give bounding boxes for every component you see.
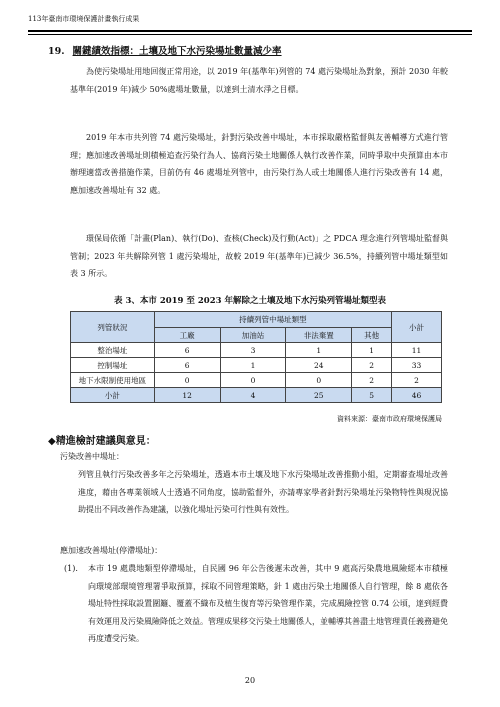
table-cell: 24 xyxy=(286,358,352,373)
row-label: 控制場址 xyxy=(71,358,155,373)
table-total-row xyxy=(71,388,442,403)
table-row xyxy=(71,373,442,388)
table-cell: 2 xyxy=(352,358,392,373)
table-cell: 25 xyxy=(286,388,352,403)
subhead-improving-sites: 污染改善中場址： xyxy=(60,452,124,461)
page-number: 20 xyxy=(244,676,256,685)
column-header: 非法棄置 xyxy=(286,328,352,343)
row-label: 小計 xyxy=(71,388,155,403)
paragraph-2-text: 2019 年本市共列管 74 處污染場址，針對污染改善中場址，本市採取嚴格監督與友善輔導方式進行管理；應加速改善場址則積極追查污染行為人、協商污染土地關係人執行改善作業，同時爭取中央預算由本市辦理適當改善措施作業，目前仍有 46 處場址列管中，由污染行為人或土地關係人進行污染改善有 14 處，應加速改善場址有 32 處。 xyxy=(70,133,448,195)
table-cell: 6 xyxy=(154,358,220,373)
header-rule-thin xyxy=(28,34,472,35)
table-source: 資料來源：臺南市政府環境保護局 xyxy=(337,415,442,423)
row-label: 地下水限制使用地區 xyxy=(71,373,155,388)
site-type-table xyxy=(70,311,442,403)
table-cell: 0 xyxy=(154,373,220,388)
row-total: 2 xyxy=(392,373,442,388)
column-header: 工廠 xyxy=(154,328,220,343)
table-row xyxy=(71,343,442,358)
subhead-stalled-sites: 應加速改善場址(停滯場址)： xyxy=(60,546,163,555)
table-row xyxy=(71,358,442,373)
running-header: 113年臺南市環境保護計畫執行成果 xyxy=(28,15,140,23)
review-paragraph-1-text: 列管且執行污染改善多年之污染場址，透過本市土壤及地下水污染場址改善推動小組，定期審查場址改善進度，藉由各專業領域人士透過不同角度，協助監督外，亦請專家學者針對污染場址污染物特性與現況協助提出不同改善作為建議，以強化場址污染可行性與有效性。 xyxy=(78,470,448,514)
row-total: 33 xyxy=(392,358,442,373)
paragraph-2 xyxy=(70,129,448,199)
paragraph-1 xyxy=(70,63,448,98)
section-heading: 關鍵績效指標：土壤及地下水污染場址數量減少率 xyxy=(72,46,282,57)
table-cell: 4 xyxy=(220,388,286,403)
table-cell: 5 xyxy=(352,388,392,403)
review-paragraph-1 xyxy=(78,466,448,519)
row-label: 整治場址 xyxy=(71,343,155,358)
list-item-number: (1). xyxy=(64,564,78,573)
table-cell: 6 xyxy=(154,343,220,358)
paragraph-1-text: 為使污染場址用地回復正常用途，以 2019 年(基準年)列管的 74 處污染場址為對象，預計 2030 年較基準年(2019 年)減少 50%處場址數量，以達到土清水淨之目標。 xyxy=(70,67,448,94)
section-number: 19. xyxy=(48,46,65,57)
table-cell: 2 xyxy=(352,373,392,388)
total-header: 小計 xyxy=(392,312,442,343)
row-total: 11 xyxy=(392,343,442,358)
section-title xyxy=(48,43,282,57)
table-cell: 0 xyxy=(220,373,286,388)
paragraph-3-text: 環保局依循「計畫(Plan)、執行(Do)、查核(Check)及行動(Act)」之 PDCA 理念進行列管場址監督與管制；2023 年共解除列管 1 處污染場址，故較 2019 年(基準年)已減少 36.5%，持續列管中場址類型如表 3 所示。 xyxy=(70,234,448,278)
table-cell: 1 xyxy=(220,358,286,373)
paragraph-3 xyxy=(70,230,448,283)
status-header: 列管狀況 xyxy=(71,312,155,343)
column-header: 其他 xyxy=(352,328,392,343)
table-cell: 1 xyxy=(352,343,392,358)
header-rule xyxy=(28,30,472,32)
table-cell: 0 xyxy=(286,373,352,388)
review-title: ◆精進檢討建議與意見： xyxy=(48,436,156,447)
column-header: 加油站 xyxy=(220,328,286,343)
table-cell: 12 xyxy=(154,388,220,403)
group-header: 持續列管中場址類型 xyxy=(154,312,391,328)
table-cell: 1 xyxy=(286,343,352,358)
row-total: 46 xyxy=(392,388,442,403)
table-cell: 3 xyxy=(220,343,286,358)
table-caption: 表 3、本市 2019 至 2023 年解除之土壤及地下水污染列管場址類型表 xyxy=(113,296,387,306)
list-item-text: 本市 19 處農地類型停滯場址，自民國 96 年公告後遲未改善，其中 9 處高污染農地風險經本市積極向環境部環境管理署爭取預算，採取不同管理策略，針 1 處由污染土地關係人自行管理，餘 8 處依各場址特性採取設置圍籬、覆蓋不織布及植生復育等污染管理作業，完成風險控管 0.74 公頃，達到經費有效運用及污染風險降低之效益。管理成果移交污染土地關係人，並輔導其善盡土地管理責任義務避免再度遭受污染。 xyxy=(88,564,448,643)
